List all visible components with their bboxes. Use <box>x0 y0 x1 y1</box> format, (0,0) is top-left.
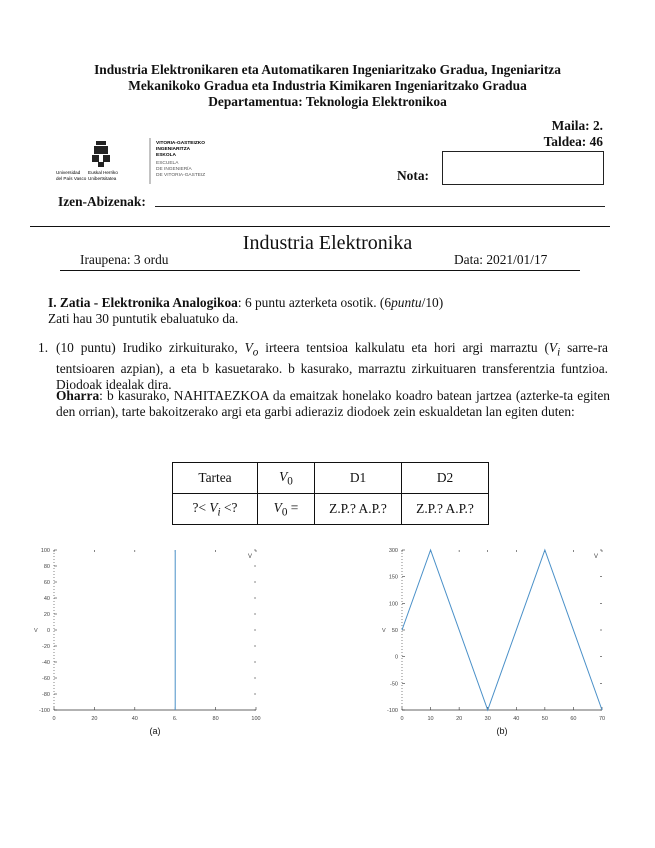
v0-subscript: 0 <box>281 506 288 519</box>
vo-symbol: V <box>244 340 253 355</box>
figure-caption: (b) <box>496 726 508 736</box>
answer-table <box>172 462 489 525</box>
y-tick-label: 20 <box>43 612 50 618</box>
school-line-5: DE INGENIERÍA <box>156 167 192 172</box>
section-points-tail: /10) <box>421 295 444 310</box>
table-cell: Z.P.? A.P.? <box>402 494 489 525</box>
y-axis-label: V <box>382 628 386 634</box>
vi-symbol: V <box>209 499 218 515</box>
x-tick-label: 50 <box>541 716 548 722</box>
logo-text-eu-1: Euskal Herriko <box>88 170 118 175</box>
logo-text-es-2: del País Vasco <box>56 176 87 181</box>
figure-caption: (a) <box>149 726 161 736</box>
equals-sign: = <box>287 499 299 515</box>
x-tick-label: 0 <box>400 716 404 722</box>
y-tick-label: -20 <box>42 644 50 650</box>
v0-subscript: 0 <box>287 475 293 488</box>
group-label: Taldea: 46 <box>543 134 603 149</box>
note-paragraph <box>56 388 610 420</box>
section-intro <box>48 295 608 327</box>
y-tick-label: -100 <box>38 708 50 714</box>
y-tick-label: 60 <box>43 580 50 586</box>
question-text-2: irteera tentsioa kalkulatu eta hori argi marraztu ( <box>258 340 549 355</box>
question-points: (10 puntu) <box>56 340 116 355</box>
school-line-4: ESCUELA <box>156 161 179 166</box>
table-header-cell: D2 <box>402 463 489 494</box>
y-axis-label: V <box>34 628 38 634</box>
level-label: Maila: 2. <box>551 118 603 133</box>
section-title: I. Zatia - Elektronika Analogikoa <box>48 295 238 310</box>
vi-symbol: V <box>548 340 558 355</box>
question-text <box>56 340 608 393</box>
x-tick-label: 70 <box>598 716 606 722</box>
y-tick-label: -100 <box>386 708 398 714</box>
course-title: Industria Elektronika <box>242 232 413 254</box>
header-line-2: Mekanikoko Gradua eta Industria Kimikaren Ingeniaritzako Gradua <box>128 78 527 93</box>
vi-subscript: i <box>557 346 561 359</box>
table-header-cell: Tartea <box>173 463 258 494</box>
y-tick-label: -60 <box>42 676 50 682</box>
table-header-cell: D1 <box>315 463 402 494</box>
y-tick-label: 300 <box>388 548 398 554</box>
university-logo <box>56 136 226 188</box>
v0-symbol: V <box>279 468 288 484</box>
table-cell <box>258 494 315 525</box>
table-header-cell <box>258 463 315 494</box>
x-tick-label: 40 <box>513 716 520 722</box>
school-line-1: VITORIA-GASTEIZKO <box>156 141 205 146</box>
x-tick-label: 10 <box>427 716 434 722</box>
corner-label: V <box>594 554 599 560</box>
header-line-1: Industria Elektronikaren eta Automatikaren Ingeniaritzako Gradua, Ingeniaritza <box>94 62 561 77</box>
grade-label: Nota: <box>397 168 429 183</box>
name-label: Izen-Abizenak: <box>58 194 146 209</box>
logo-text-eu-2: Unibertsitatea <box>88 176 117 181</box>
y-tick-label: 150 <box>388 574 398 581</box>
bottom-rule <box>60 270 580 271</box>
x-tick-label: 80 <box>212 716 219 722</box>
name-line[interactable] <box>155 206 605 207</box>
vo-subscript: o <box>252 346 259 359</box>
x-tick-label: 20 <box>456 716 463 722</box>
y-tick-label: 0 <box>394 654 398 661</box>
question-text-1: Irudiko zirkuiturako, <box>115 340 245 355</box>
y-tick-label: 0 <box>46 628 50 634</box>
y-tick-label: 50 <box>391 628 398 634</box>
note-label: Oharra <box>56 388 100 403</box>
range-prefix: ?< <box>192 499 210 515</box>
school-line-6: DE VITORIA-GASTEIZ <box>156 173 206 178</box>
exam-date: Data: 2021/01/17 <box>454 252 548 267</box>
x-tick-label: 40 <box>131 716 138 722</box>
level-group-block <box>544 118 603 150</box>
y-tick-label: -50 <box>390 681 398 688</box>
section-subtitle: : 6 puntu azterketa osotik. (6 <box>237 295 392 310</box>
section-line-2: Zati hau 30 puntutik ebaluatuko da. <box>48 311 239 326</box>
note-text: : b kasurako, NAHITAEZKOA da emaitzak honelako koadro batean jartzea (azterke-ta egiten den orrian), tarte bakoitzerako argi eta garbi adieraziz diodoek zein eskualdetan lan egiten duten: <box>56 388 610 419</box>
y-tick-label: 100 <box>40 548 50 554</box>
y-tick-label: 80 <box>43 564 50 570</box>
x-tick-label: 0 <box>52 716 56 722</box>
school-line-2: INGENIARITZA <box>156 147 191 152</box>
y-tick-label: -80 <box>42 692 50 698</box>
x-tick-label: 100 <box>251 716 261 722</box>
table-row <box>173 494 489 525</box>
question-number: 1. <box>38 340 49 355</box>
department-header <box>40 62 615 110</box>
header-line-3: Departamentua: Teknologia Elektronikoa <box>208 94 447 109</box>
table-cell <box>173 494 258 525</box>
x-tick-label: 20 <box>91 716 98 722</box>
x-tick-label: 6. <box>172 716 178 722</box>
section-points-var: puntu <box>391 295 422 310</box>
table-header-row <box>173 463 489 494</box>
x-tick-label: 30 <box>484 716 491 722</box>
question-text-3: sarre-ra tentsioaren azpian), a eta b kasuetarako. b kasurako, marraztu zirkuituaren transferentzia funtzioa. Diodoak idealak dira. <box>56 340 608 392</box>
exam-duration: Iraupena: 3 ordu <box>80 252 169 267</box>
school-line-3: ESKOLA <box>156 153 176 158</box>
top-rule <box>30 226 610 227</box>
plot-b <box>372 540 616 740</box>
plot-a <box>28 540 268 740</box>
series-line <box>402 550 602 710</box>
vi-subscript: i <box>217 506 221 519</box>
y-tick-label: 100 <box>388 601 398 608</box>
grade-box[interactable] <box>442 151 604 185</box>
y-tick-label: -40 <box>42 660 50 666</box>
range-suffix: <? <box>220 499 238 515</box>
corner-label: V <box>248 554 253 560</box>
v0-symbol: V <box>273 499 282 515</box>
table-cell: Z.P.? A.P.? <box>315 494 402 525</box>
logo-text-es-1: Universidad <box>56 170 81 175</box>
y-tick-label: 40 <box>43 596 50 602</box>
x-tick-label: 60 <box>570 716 577 722</box>
